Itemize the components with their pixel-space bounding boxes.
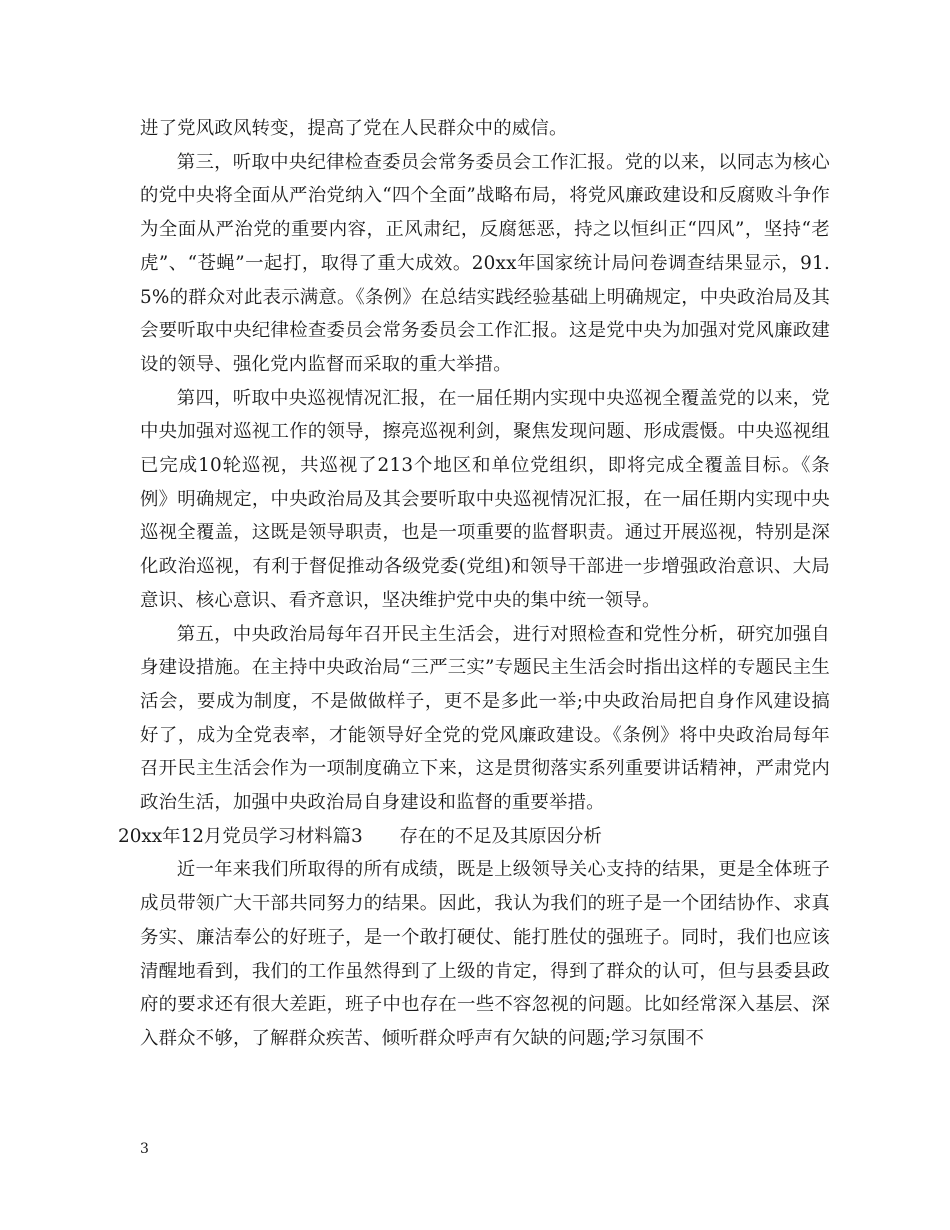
- paragraph-fifth-point: 第五，中央政治局每年召开民主生活会，进行对照检查和党性分析，研究加强自身建设措施。在主持中央政治局“三严三实”专题民主生活会时指出这样的专题民主生活会，要成为制度，不是做做样子，更不是多此一举;中央政治局把自身作风建设搞好了，成为全党表率，才能领导好全党的党风廉政建设。《条例》将中央政治局每年召开民主生活会作为一项制度确立下来，这是贯彻落实系列重要讲话精神，严肃党内政治生活，加强中央政治局自身建设和监督的重要举措。: [140, 623, 830, 814]
- paragraph-shortcomings: 近一年来我们所取得的所有成绩，既是上级领导关心支持的结果，更是全体班子成员带领广大干部共同努力的结果。因此，我认为我们的班子是一个团结协作、求真务实、廉洁奉公的好班子，是一个敢打硬仗、能打胜仗的强班子。同时，我们也应该清醒地看到，我们的工作虽然得到了上级的肯定，得到了群众的认可，但与县委县政府的要求还有很大差距，班子中也存在一些不容忽视的问题。比如经常深入基层、深入群众不够，了解群众疾苦、倾听群众呼声有欠缺的问题;学习氛围不: [140, 859, 830, 1049]
- paragraph-fourth-point: 第四，听取中央巡视情况汇报，在一届任期内实现中央巡视全覆盖党的以来，党中央加强对巡视工作的领导，擦亮巡视利剑，聚焦发现问题、形成震慑。中央巡视组已完成10轮巡视，共巡视了213个地区和单位党组织，即将完成全覆盖目标。《条例》明确规定，中央政治局及其会要听取中央巡视情况汇报，在一届任期内实现中央巡视全覆盖，这既是领导职责，也是一项重要的监督职责。通过开展巡视，特别是深化政治巡视，有利于督促推动各级党委(党组)和领导干部进一步增强政治意识、大局意识、核心意识、看齐意识，坚决维护党中央的集中统一领导。: [140, 387, 830, 611]
- paragraph-third-point: 第三，听取中央纪律检查委员会常务委员会工作汇报。党的以来，以同志为核心的党中央将全面从严治党纳入“四个全面”战略布局，将党风廉政建设和反腐败斗争作为全面从严治党的重要内容，正风肃纪，反腐惩恶，持之以恒纠正“四风”，坚持“老虎”、“苍蝇”一起打，取得了重大成效。20xx年国家统计局问卷调查结果显示，91.5%的群众对此表示满意。《条例》在总结实践经验基础上明确规定，中央政治局及其会要听取中央纪律检查委员会常务委员会工作汇报。这是党中央为加强对党风廉政建设的领导、强化党内监督而采取的重大举措。: [140, 151, 830, 375]
- section-heading: 20xx年12月党员学习材料篇3 存在的不足及其原因分析: [118, 825, 602, 847]
- document-body: [118, 112, 830, 1056]
- page-number: 3: [140, 1141, 149, 1157]
- paragraph-continuation: 进了党风政风转变，提高了党在人民群众中的威信。: [140, 118, 568, 139]
